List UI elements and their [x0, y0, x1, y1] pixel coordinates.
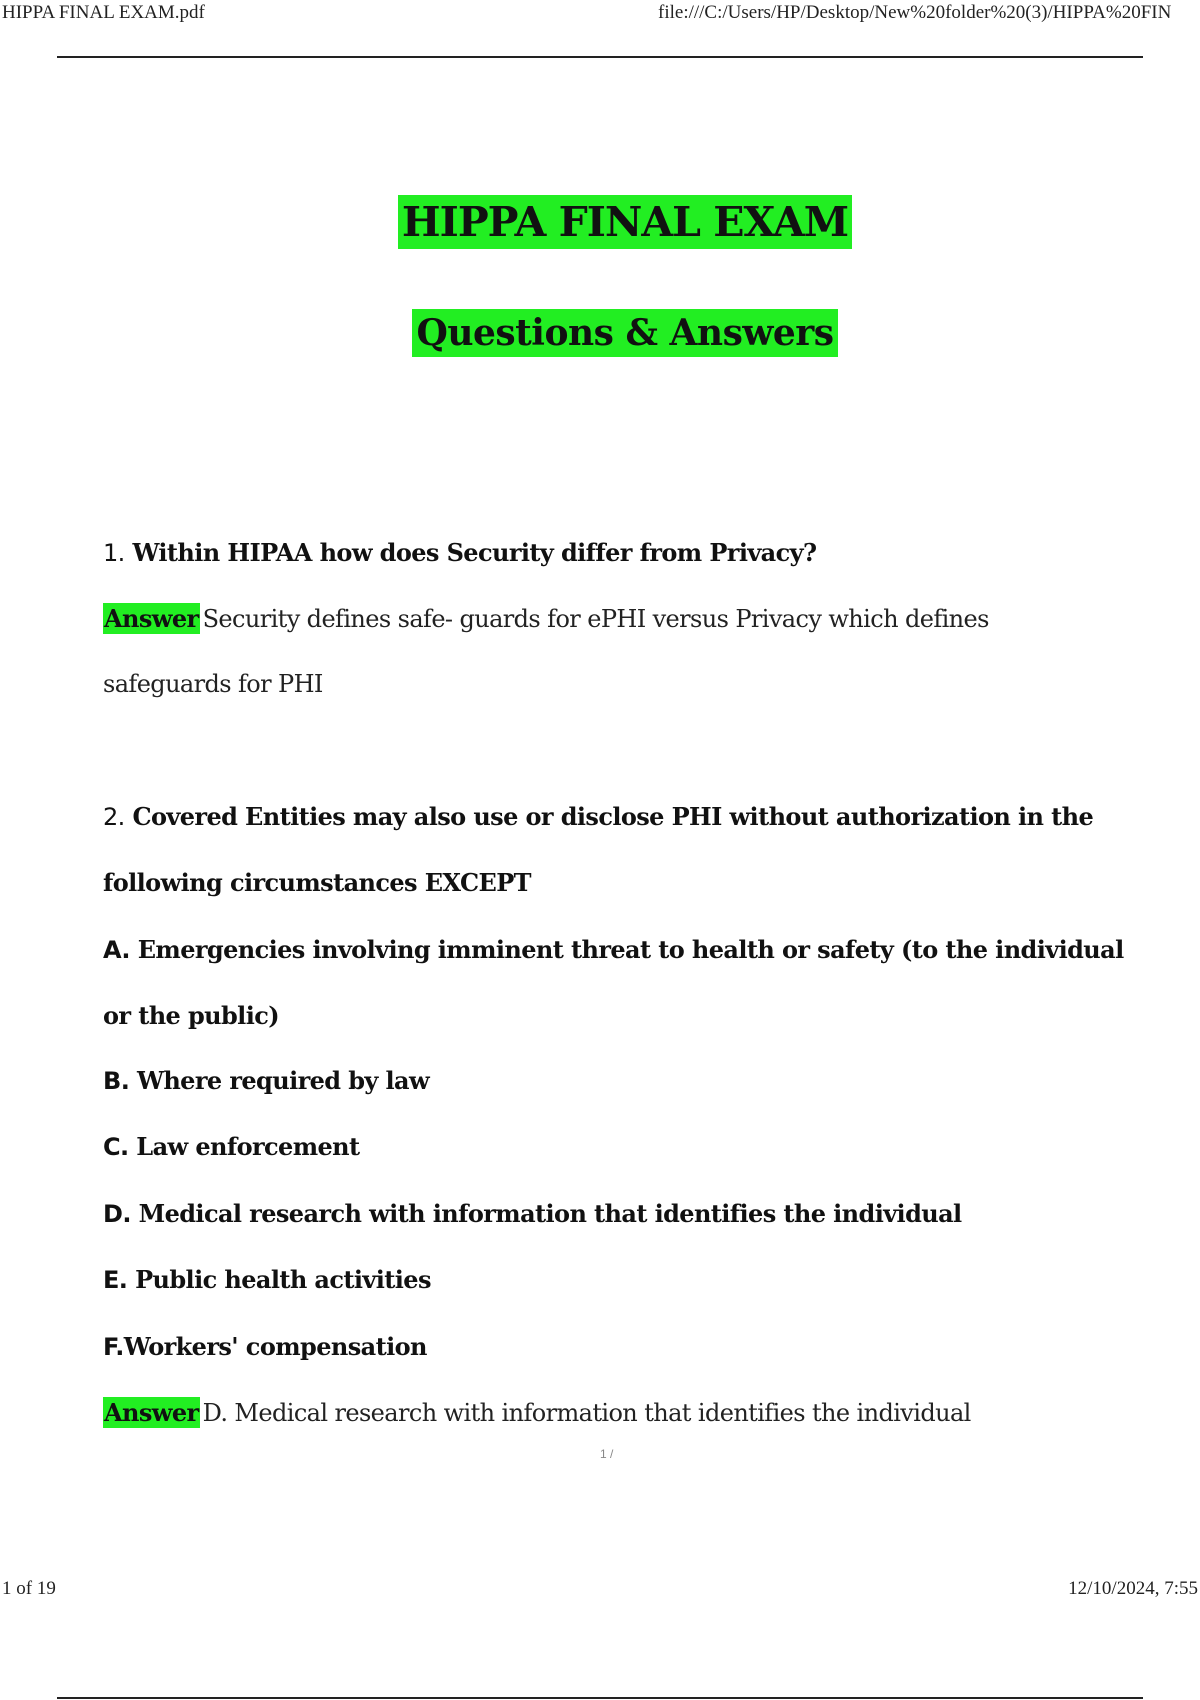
option-letter: A.	[103, 936, 130, 964]
print-header-filename: HIPPA FINAL EXAM.pdf	[2, 2, 205, 23]
document-subtitle-text: Questions & Answers	[412, 309, 837, 357]
answer-2	[103, 1398, 1118, 1427]
question-2-continued: following circumstances EXCEPT	[103, 868, 531, 897]
option-letter: D.	[103, 1200, 131, 1228]
answer-text: Security defines safe- guards for ePHI versus Privacy which defines	[202, 605, 989, 633]
header-divider	[57, 56, 1143, 58]
question-number: 2.	[103, 803, 125, 831]
question-text: Covered Entities may also use or disclose PHI without authorization in the	[132, 802, 1094, 831]
option-text: Medical research with information that identifies the individual	[138, 1199, 962, 1228]
answer-label: Answer	[104, 1398, 199, 1427]
print-header-filepath: file:///C:/Users/HP/Desktop/New%20folder%20(3)/HIPPA%20FIN	[658, 2, 1172, 23]
print-footer-timestamp: 12/10/2024, 7:55	[1068, 1578, 1198, 1599]
question-text: Within HIPAA how does Security differ from Privacy?	[132, 538, 817, 567]
option-d	[103, 1199, 1118, 1228]
document-subtitle	[0, 312, 1200, 354]
answer-1	[103, 604, 1118, 633]
question-1	[103, 538, 1118, 567]
answer-label: Answer	[104, 604, 199, 633]
option-letter: C.	[103, 1133, 129, 1161]
option-text: Public health activities	[135, 1265, 431, 1294]
option-text: Workers' compensation	[123, 1332, 427, 1361]
question-number: 1.	[103, 539, 125, 567]
document-title	[0, 198, 1200, 246]
answer-1-continued: safeguards for PHI	[103, 670, 323, 698]
answer-text: D. Medical research with information that identifies the individual	[202, 1399, 971, 1427]
print-footer-page-count: 1 of 19	[2, 1578, 56, 1599]
option-c	[103, 1132, 1118, 1161]
option-text: Where required by law	[136, 1066, 430, 1095]
option-letter: F.	[103, 1333, 124, 1361]
option-f	[103, 1332, 1118, 1361]
option-text: Law enforcement	[136, 1132, 360, 1161]
option-a-continued: or the public)	[103, 1001, 279, 1030]
page-marker: 1 /	[600, 1447, 614, 1461]
option-letter: E.	[103, 1266, 128, 1294]
document-title-text: HIPPA FINAL EXAM	[398, 195, 852, 249]
option-text: Emergencies involving imminent threat to health or safety (to the individual	[137, 935, 1124, 964]
option-b	[103, 1066, 1118, 1095]
question-2	[103, 802, 1118, 831]
footer-divider	[57, 1697, 1143, 1699]
option-e	[103, 1265, 1118, 1294]
option-letter: B.	[103, 1067, 130, 1095]
option-a	[103, 935, 1124, 964]
